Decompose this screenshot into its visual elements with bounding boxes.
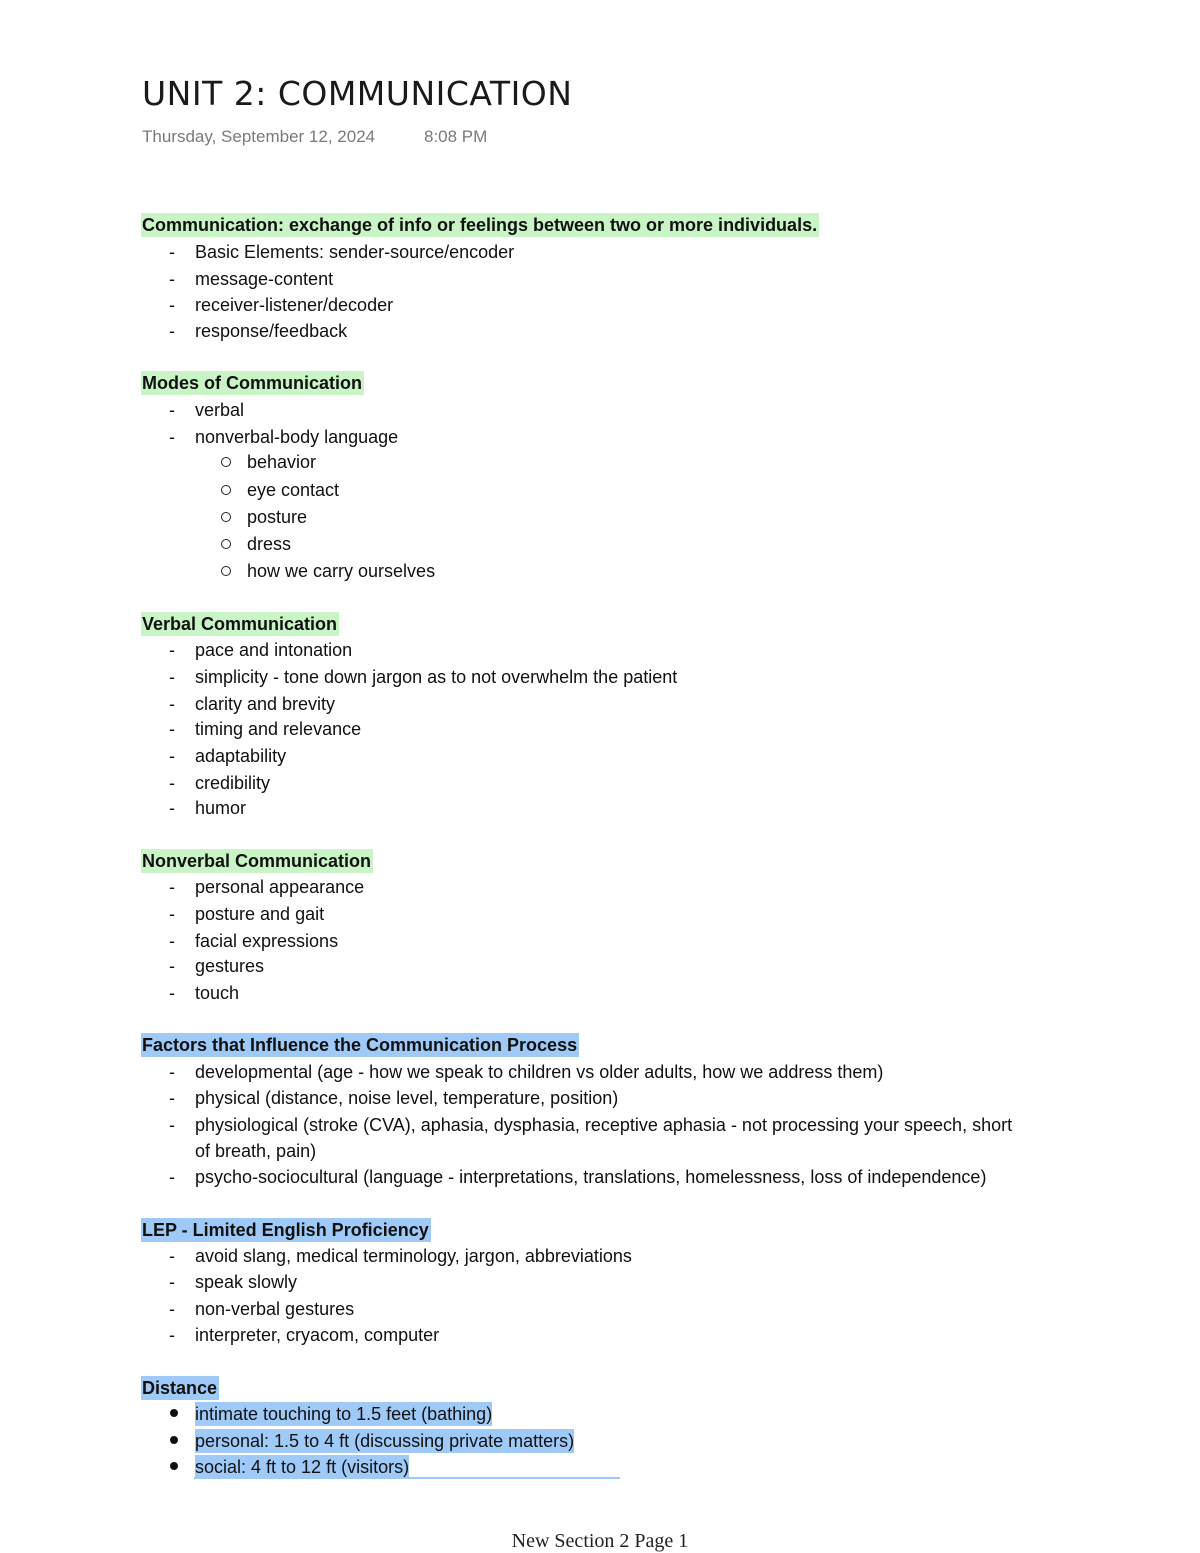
page-title: UNIT 2: COMMUNICATION: [142, 74, 573, 113]
dash-bullet: -: [169, 1062, 175, 1082]
selection-underline: [194, 1477, 620, 1479]
circle-bullet-icon: [221, 566, 231, 576]
list-item: message-content: [195, 269, 334, 289]
list-item: simplicity - tone down jargon as to not overwhelm the patient: [195, 667, 678, 687]
dash-bullet: -: [169, 400, 175, 420]
list-item: non-verbal gestures: [195, 1299, 355, 1319]
dash-bullet: -: [169, 694, 175, 714]
list-item: intimate touching to 1.5 feet (bathing): [195, 1404, 493, 1424]
heading-modes: Modes of Communication: [142, 373, 362, 393]
list-item: credibility: [195, 773, 271, 793]
dash-bullet: -: [169, 1325, 175, 1345]
bullet-dot-icon: [170, 1409, 178, 1417]
list-item: pace and intonation: [195, 640, 353, 660]
sub-list-item: posture: [247, 507, 308, 527]
list-item: physiological (stroke (CVA), aphasia, dysphasia, receptive aphasia - not processing your speech, short: [195, 1115, 1013, 1135]
bullet-dot-icon: [170, 1436, 178, 1444]
dash-bullet: -: [169, 1167, 175, 1187]
dash-bullet: -: [169, 877, 175, 897]
sub-list-item: dress: [247, 534, 292, 554]
heading-nonverbal: Nonverbal Communication: [142, 851, 372, 871]
list-item: touch: [195, 983, 240, 1003]
dash-bullet: -: [169, 1088, 175, 1108]
dash-bullet: -: [169, 269, 175, 289]
bullet-dot-icon: [170, 1462, 178, 1470]
list-item: response/feedback: [195, 321, 348, 341]
heading-factors: Factors that Influence the Communication Process: [142, 1035, 578, 1055]
list-item: gestures: [195, 956, 265, 976]
heading-verbal: Verbal Communication: [142, 614, 338, 634]
sub-list-item: behavior: [247, 452, 317, 472]
dash-bullet: -: [169, 1115, 175, 1135]
dash-bullet: -: [169, 321, 175, 341]
list-item: social: 4 ft to 12 ft (visitors): [195, 1457, 410, 1477]
list-item: physical (distance, noise level, temperature, position): [195, 1088, 619, 1108]
list-item: receiver-listener/decoder: [195, 295, 394, 315]
list-item: facial expressions: [195, 931, 339, 951]
dash-bullet: -: [169, 956, 175, 976]
dash-bullet: -: [169, 242, 175, 262]
heading-communication: Communication: exchange of info or feelings between two or more individuals.: [142, 215, 818, 235]
list-item: interpreter, cryacom, computer: [195, 1325, 440, 1345]
dash-bullet: -: [169, 427, 175, 447]
dash-bullet: -: [169, 667, 175, 687]
list-item: verbal: [195, 400, 245, 420]
list-item: personal: 1.5 to 4 ft (discussing private matters): [195, 1431, 575, 1451]
list-item: adaptability: [195, 746, 287, 766]
list-item: clarity and brevity: [195, 694, 336, 714]
dash-bullet: -: [169, 640, 175, 660]
list-item: psycho-sociocultural (language - interpretations, translations, homelessness, loss of independence): [195, 1167, 987, 1187]
list-item: nonverbal-body language: [195, 427, 399, 447]
dash-bullet: -: [169, 746, 175, 766]
page-footer: New Section 2 Page 1: [511, 1530, 689, 1552]
dash-bullet: -: [169, 931, 175, 951]
dash-bullet: -: [169, 295, 175, 315]
circle-bullet-icon: [221, 485, 231, 495]
dash-bullet: -: [169, 1272, 175, 1292]
dash-bullet: -: [169, 983, 175, 1003]
list-item: avoid slang, medical terminology, jargon, abbreviations: [195, 1246, 632, 1266]
sub-list-item: how we carry ourselves: [247, 561, 436, 581]
list-item: developmental (age - how we speak to children vs older adults, how we address them): [195, 1062, 884, 1082]
circle-bullet-icon: [221, 539, 231, 549]
sub-list-item: eye contact: [247, 480, 340, 500]
circle-bullet-icon: [221, 512, 231, 522]
list-item: timing and relevance: [195, 719, 362, 739]
dash-bullet: -: [169, 719, 175, 739]
page-time: 8:08 PM: [424, 127, 488, 146]
list-item: speak slowly: [195, 1272, 298, 1292]
heading-lep: LEP - Limited English Proficiency: [142, 1220, 429, 1240]
circle-bullet-icon: [221, 457, 231, 467]
dash-bullet: -: [169, 1246, 175, 1266]
list-item: posture and gait: [195, 904, 325, 924]
dash-bullet: -: [169, 798, 175, 818]
dash-bullet: -: [169, 773, 175, 793]
list-item: personal appearance: [195, 877, 365, 897]
list-item: Basic Elements: sender-source/encoder: [195, 242, 515, 262]
page-date: Thursday, September 12, 2024: [142, 127, 376, 146]
dash-bullet: -: [169, 1299, 175, 1319]
list-item-continuation: of breath, pain): [195, 1141, 317, 1161]
heading-distance: Distance: [142, 1378, 218, 1398]
dash-bullet: -: [169, 904, 175, 924]
list-item: humor: [195, 798, 247, 818]
